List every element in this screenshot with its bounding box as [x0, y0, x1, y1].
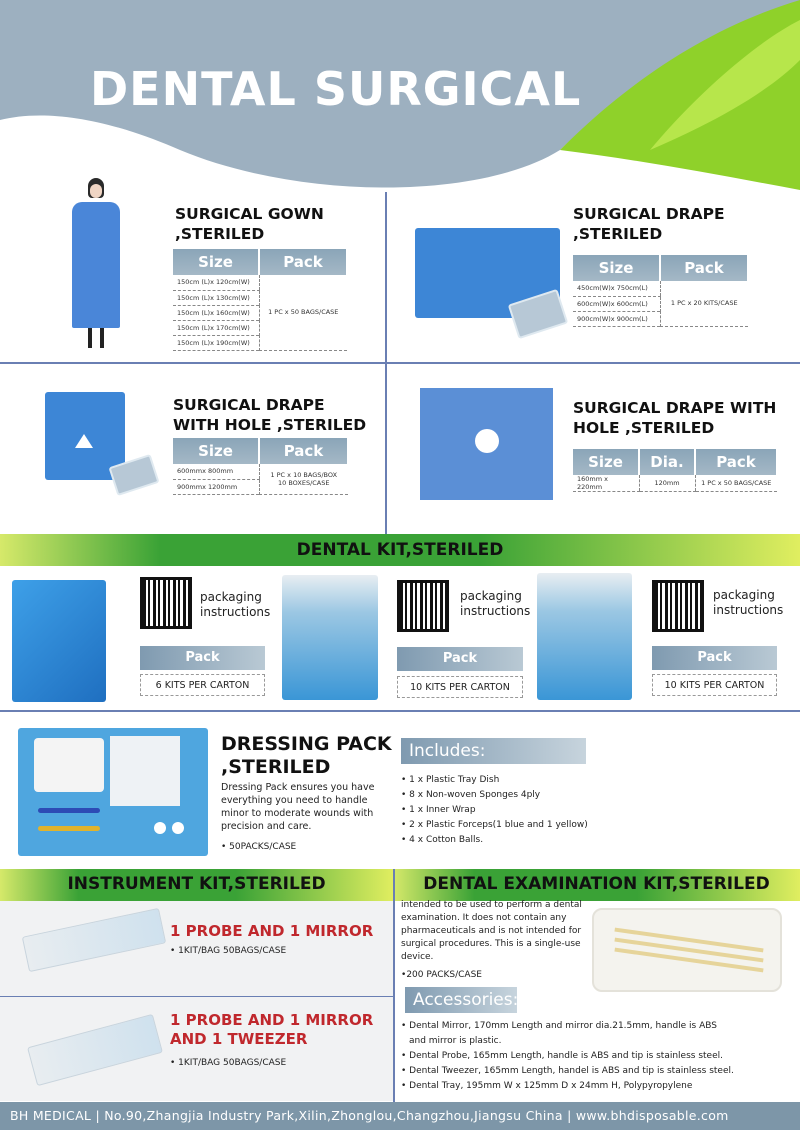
pack-value-2: 10 KITS PER CARTON: [397, 676, 523, 698]
page-title: DENTAL SURGICAL: [90, 62, 582, 116]
pack-value-3: 10 KITS PER CARTON: [652, 674, 777, 696]
instrument-item2-title: 1 PROBE AND 1 MIRROR AND 1 TWEEZER: [170, 1011, 374, 1048]
dressing-case: • 50PACKS/CASE: [221, 842, 297, 852]
divider: [0, 362, 800, 364]
drape-hole2-table: Size Dia. Pack 160mm x 220mm 120mm 1 PC x 50 BAGS/CASE: [573, 449, 778, 492]
includes-list: • 1 x Plastic Tray Dish • 8 x Non-woven Sponges 4ply • 1 x Inner Wrap • 2 x Plastic Forceps(1 blue and 1 yellow) • 4 x Cotton Balls.: [401, 773, 588, 848]
qr-label-2: packaging instructions: [460, 589, 531, 618]
dressing-pack-image: [18, 728, 208, 856]
pack-value-1: 6 KITS PER CARTON: [140, 674, 265, 696]
gown-image: [66, 178, 126, 348]
includes-header: Includes:: [401, 738, 586, 764]
dressing-title: DRESSING PACK ,STERILED: [221, 733, 392, 778]
divider: [0, 996, 393, 997]
dental-kit-image-2: [282, 575, 378, 700]
gown-table: Size Pack 150cm (L)x 120cm(W) 1 PC x 50 BAGS/CASE 150cm (L)x 130cm(W) 150cm (L)x 160cm(W) 150cm (L)x 170cm(W) 150cm (L)x 190cm(W): [173, 249, 348, 351]
qr-code-3: [652, 580, 704, 632]
qr-label-1: packaging instructions: [200, 590, 271, 619]
divider: [385, 192, 387, 362]
qr-code-2: [397, 580, 449, 632]
accessories-header: Accessories:: [405, 987, 517, 1013]
drape-hole-title: SURGICAL DRAPE WITH HOLE ,STERILED: [173, 396, 367, 434]
dental-kit-image-1: [12, 580, 106, 702]
drape-hole2-image: [420, 388, 553, 500]
dental-kit-image-3: [537, 573, 632, 700]
drape-table: Size Pack 450cm(W)x 750cm(L) 1 PC x 20 KITS/CASE 600cm(W)x 600cm(L) 900cm(W)x 900cm(L): [573, 255, 749, 327]
dental-kit-title: DENTAL KIT,STERILED: [296, 540, 504, 560]
drape-hole-table: Size Pack 600mmx 800mm 1 PC x 10 BAGS/BOX 10 BOXES/CASE 900mmx 1200mm: [173, 438, 349, 495]
dressing-description: Dressing Pack ensures you have everything you need to handle minor to moderate wounds with precision and care.: [221, 782, 375, 832]
accessories-list: • Dental Mirror, 170mm Length and mirror dia.21.5mm, handle is ABS and mirror is plastic. • Dental Probe, 165mm Length, handle is ABS and tip is stainless steel. • Dental Tweezer, 165mm Length, handel is ABS and tip is stainless steel. • Dental Tray, 195mm W x 125mm D x 24mm H, Polypyropylene: [401, 1019, 734, 1094]
instrument-item2-pack: • 1KIT/BAG 50BAGS/CASE: [170, 1058, 287, 1068]
pack-header-3: Pack: [652, 646, 777, 670]
gown-title: SURGICAL GOWN ,STERILED: [175, 205, 324, 243]
exam-description: intended to be used to perform a dental examination. It does not contain any pharmaceuticals and is not intended for surgical procedures. This is a single-use device.: [401, 900, 582, 962]
qr-code-1: [140, 577, 192, 629]
instrument-item1-pack: • 1KIT/BAG 50BAGS/CASE: [170, 946, 287, 956]
drape-title: SURGICAL DRAPE ,STERILED: [573, 205, 725, 243]
exam-case: •200 PACKS/CASE: [401, 970, 482, 980]
divider: [385, 364, 387, 534]
instrument-title: INSTRUMENT KIT,STERILED: [67, 874, 326, 894]
exam-title: DENTAL EXAMINATION KIT,STERILED: [423, 874, 770, 894]
pack-header-2: Pack: [397, 647, 523, 671]
pack-header-1: Pack: [140, 646, 265, 670]
divider: [0, 710, 800, 712]
footer: BH MEDICAL | No.90,Zhangjia Industry Park,Xilin,Zhonglou,Changzhou,Jiangsu China | www.bhdisposable.com: [0, 1102, 800, 1130]
drape-hole2-title: SURGICAL DRAPE WITH HOLE ,STERILED: [573, 399, 777, 437]
instrument-item1-title: 1 PROBE AND 1 MIRROR: [170, 922, 374, 940]
divider: [393, 869, 395, 1102]
exam-kit-image: [592, 908, 782, 992]
qr-label-3: packaging instructions: [713, 588, 784, 617]
